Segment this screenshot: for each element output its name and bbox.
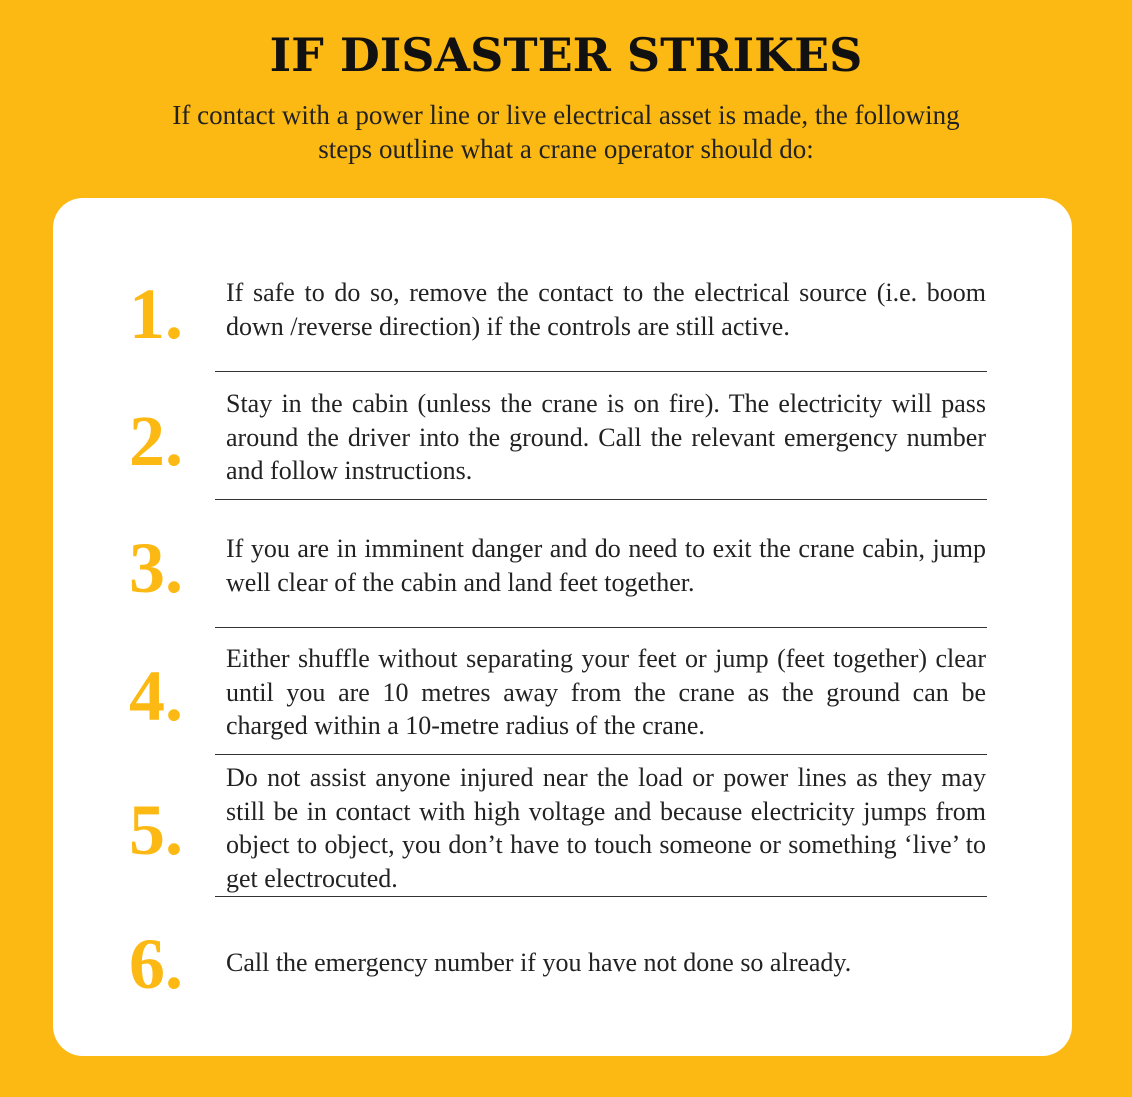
step-number: 1.	[129, 274, 183, 354]
page-title: IF DISASTER STRIKES	[269, 28, 863, 82]
divider	[215, 499, 987, 500]
step-number: 3.	[129, 528, 183, 608]
step-number: 4.	[129, 656, 183, 736]
step-text: Call the emergency number if you have not done so already.	[226, 948, 852, 977]
divider	[215, 627, 987, 628]
step-text: Either shuffle without separating your feet or jump (feet together) clear until you are 10 metres away from the crane as the ground can be charged within a 10-metre radius of the crane.	[226, 644, 986, 740]
step-text: Do not assist anyone injured near the load or power lines as they may still be in contact with high voltage and because electricity jumps from object to object, you don’t have to touch someone or something ‘live’ to get electrocuted.	[226, 763, 986, 893]
divider	[215, 754, 987, 755]
step-text: If safe to do so, remove the contact to the electrical source (i.e. boom down /reverse direction) if the controls are still active.	[226, 278, 986, 341]
divider	[215, 371, 987, 372]
intro-text: If contact with a power line or live electrical asset is made, the following steps outline what a crane operator should do:	[172, 100, 960, 164]
steps-card	[53, 198, 1072, 1056]
step-text: If you are in imminent danger and do need to exit the crane cabin, jump well clear of the cabin and land feet together.	[226, 534, 986, 597]
step-number: 6.	[129, 924, 183, 1004]
step-number: 2.	[129, 401, 183, 481]
divider	[215, 896, 987, 897]
step-text: Stay in the cabin (unless the crane is on fire). The electricity will pass around the driver into the ground. Call the relevant emergency number and follow instructions.	[226, 389, 986, 485]
step-number: 5.	[129, 790, 183, 870]
